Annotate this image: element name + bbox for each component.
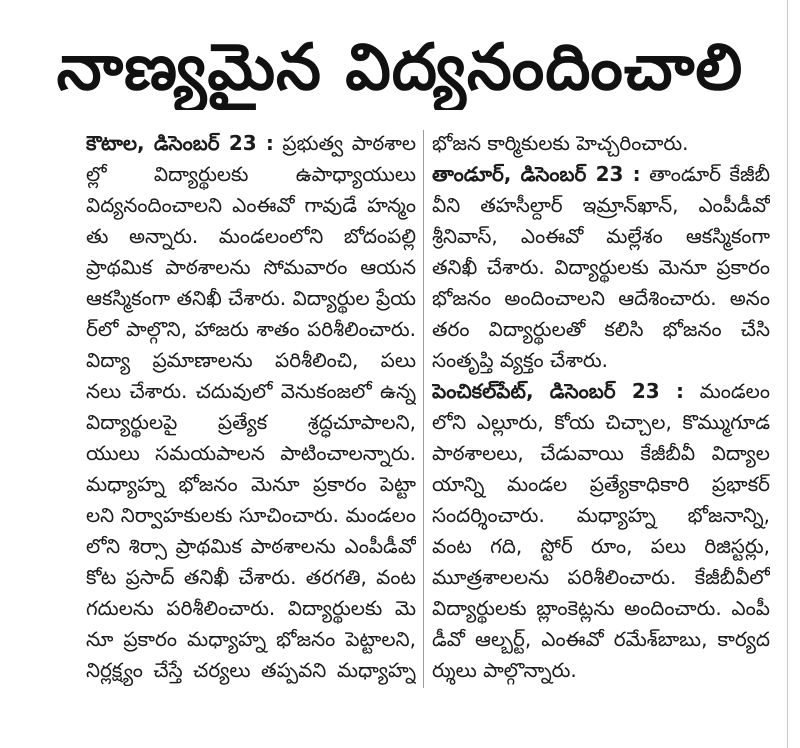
article-line: భోజనం అందించాలని ఆదేశించారు. అనం: [432, 286, 770, 310]
line-text: ప్రభుత్వ పాఠశాల: [282, 131, 416, 155]
article-line: శ్రీనివాస్, ఎంఈవో మల్లేశం ఆకస్మికంగా: [432, 224, 770, 248]
article-line: విద్యార్థులకు బ్లాంకెట్లను అందించారు. ఎంపీ: [432, 596, 770, 620]
article-line: తనిఖీ చేశారు. విద్యార్థులకు మెనూ ప్రకారం: [432, 255, 770, 279]
article-line: డీవో ఆల్బర్ట్, ఎంఈవో రమేశ్‌బాబు, కార్యద: [432, 627, 770, 651]
right-column: [432, 128, 770, 686]
line-text: మండలం: [699, 379, 770, 403]
dateline: తాండూర్, డిసెంబర్ 23 :: [432, 162, 641, 186]
article-line: [432, 376, 770, 407]
article-line: ప్రాథమిక పాఠశాలను సోమవారం ఆయన: [86, 255, 416, 279]
article-line: మధ్యాహ్న భోజనం మెనూ ప్రకారం పెట్టా: [86, 472, 416, 496]
article-line: విద్యనందించాలని ఎంఈవో గావుడే హన్మం: [86, 193, 416, 217]
dateline: కౌటాల, డిసెంబర్ 23 :: [86, 131, 274, 155]
article-line: వీని తహసీల్దార్ ఇమ్రాన్‌ఖాన్, ఎంపీడీవో: [432, 193, 770, 217]
article-line: పాఠశాలలు, చేడువాయి కేజీబీవీ విద్యాల: [432, 441, 770, 465]
article-line: విద్యా ప్రమాణాలను పరిశీలించి, పలు: [86, 348, 416, 372]
article-line: నిర్లక్ష్యం చేస్తే చర్యలు తప్పవని మధ్యాహ్న: [86, 658, 416, 682]
left-column: [86, 128, 416, 686]
article-line: విద్యార్థులపై ప్రత్యేక శ్రద్ధచూపాలని,: [86, 410, 416, 434]
article-line: సందర్శించారు. మధ్యాహ్న భోజనాన్ని,: [432, 503, 770, 527]
article-line: ర్శులు పాల్గొన్నారు.: [432, 658, 577, 682]
article-line: లోని ఎల్లూరు, కోయ చిచ్చాల, కొమ్ముగూడ: [432, 410, 770, 434]
headline: నాణ్యమైన విద్యనందించాలి: [56, 31, 744, 105]
line-text: తాండూర్ కేజీబీ: [649, 162, 770, 186]
article-line: యులు సమయపాలన పాటించాలన్నారు.: [86, 441, 416, 465]
article-line: గదులను పరిశీలించారు. విద్యార్థులకు మె: [86, 596, 416, 620]
article-line: నూ ప్రకారం మధ్యాహ్న భోజనం పెట్టాలని,: [86, 627, 416, 651]
article-line: భోజన కార్మికులకు హెచ్చరించారు.: [432, 131, 689, 155]
article-line: కోట ప్రసాద్ తనిఖీ చేశారు. తరగతి, వంట: [86, 565, 416, 589]
article-line: తరం విద్యార్థులతో కలిసి భోజనం చేసి: [432, 317, 770, 341]
article-line: ల్లో విద్యార్థులకు ఉపాధ్యాయులు: [86, 162, 416, 186]
article-line: వంట గది, స్టోర్ రూం, పలు రిజిస్టర్లు,: [432, 534, 770, 558]
article-line: లని నిర్వాహకులకు సూచించారు. మండలం: [86, 503, 416, 527]
article-line: యాన్ని మండల ప్రత్యేకాధికారి ప్రభాకర్: [432, 472, 770, 496]
article-line: తు అన్నారు. మండలంలోని బోదంపల్లి: [86, 224, 416, 248]
article-line: [86, 128, 416, 159]
dateline: పెంచికల్‌పేట్, డిసెంబర్ 23 :: [432, 379, 684, 403]
article-line: ర్‌లో పాల్గొని, హాజరు శాతం పరిశీలించారు.: [86, 317, 416, 341]
article-line: [432, 159, 770, 190]
article-line: ఆకస్మికంగా తనిఖీ చేశారు. విద్యార్థుల ప్రేయ: [86, 286, 416, 310]
article-line: మూత్రశాలలను పరిశీలించారు. కేజీబీవీలో: [432, 565, 770, 589]
column-divider: [423, 130, 424, 688]
article-line: లోని శిర్సా ప్రాథమిక పాఠశాలను ఎంపీడీవో: [86, 534, 416, 558]
article-line: నలు చేశారు. చదువులో వెనుకంజలో ఉన్న: [86, 379, 416, 403]
article-line: సంతృప్తి వ్యక్తం చేశారు.: [432, 348, 608, 372]
